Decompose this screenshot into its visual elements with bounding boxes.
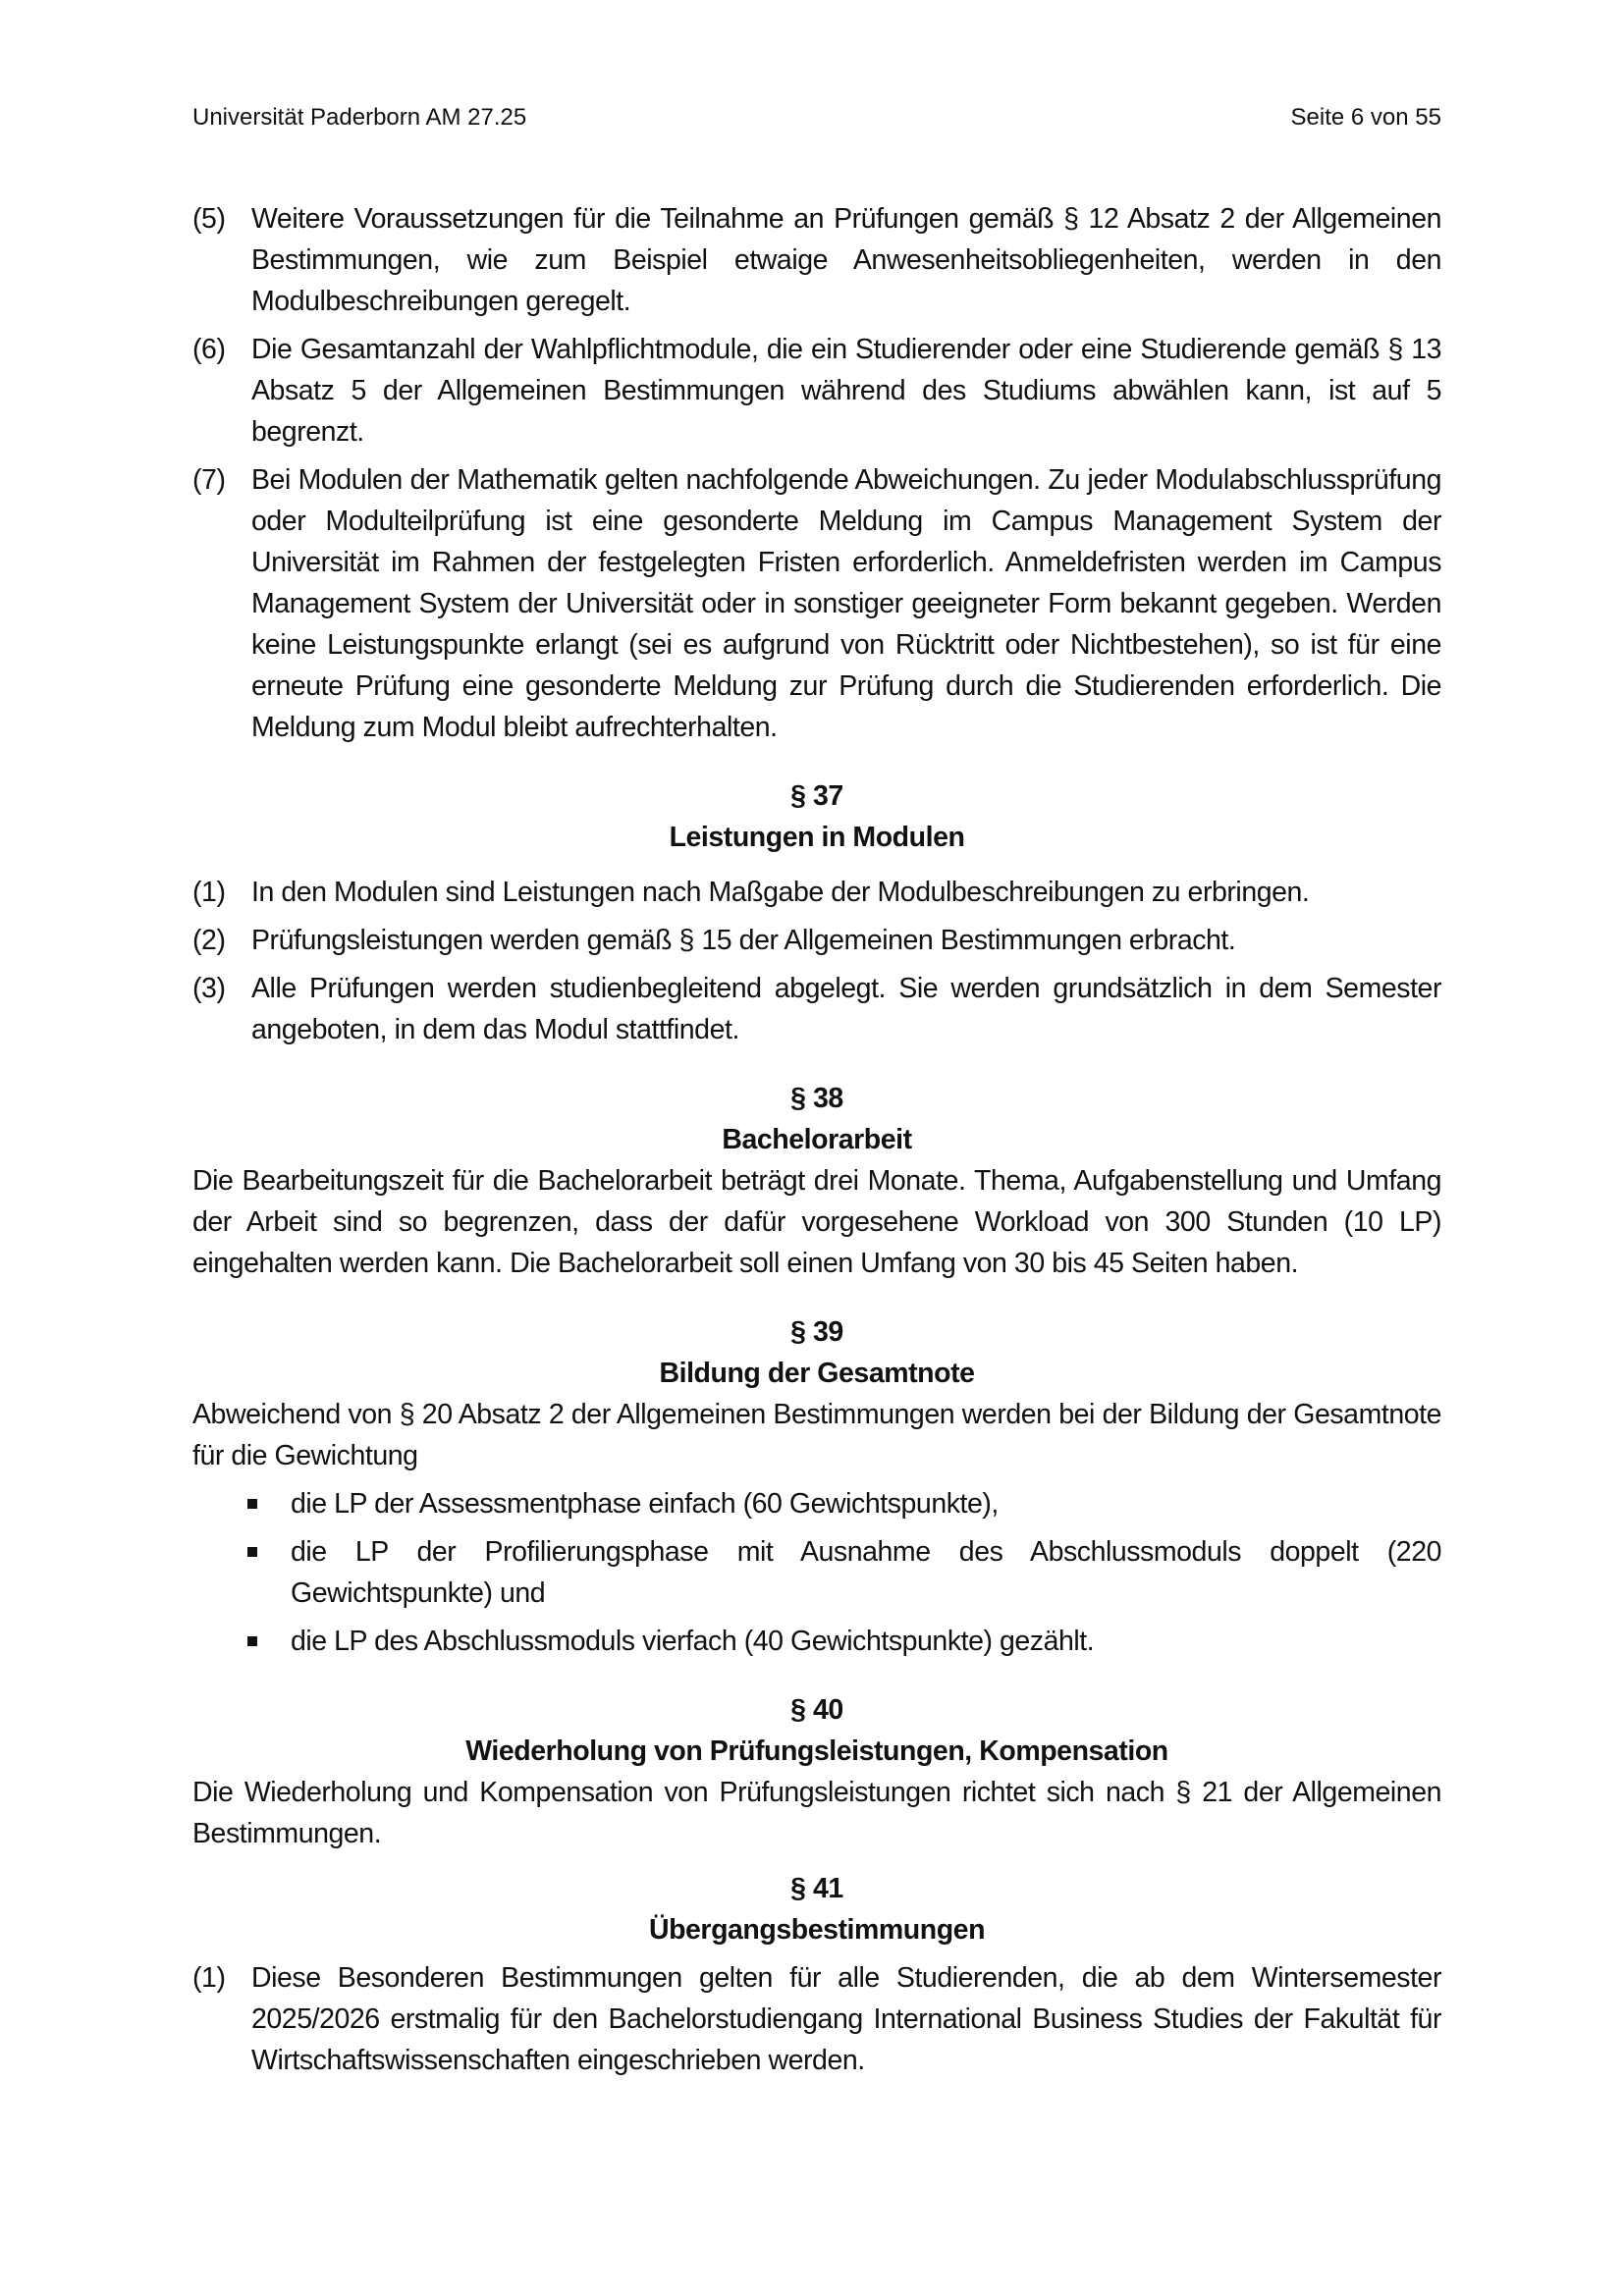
item-text: Die Gesamtanzahl der Wahlpflichtmodule, die ein Studierender oder eine Studierende gemäß § 13 Absatz 5 der Allgemeinen Bestimmungen während des Studiums abwählen kann, ist auf 5 begrenzt.	[251, 334, 1441, 448]
section-number: § 37	[790, 780, 843, 812]
item-number: (7)	[192, 464, 226, 496]
bullet-list	[192, 1483, 1441, 1662]
square-bullet-icon	[192, 1531, 291, 1614]
section-items	[192, 872, 1441, 1050]
page-content	[192, 102, 1441, 2088]
section-41	[192, 1868, 1441, 2081]
item-text: Prüfungsleistungen werden gemäß § 15 der Allgemeinen Bestimmungen erbracht.	[251, 925, 1236, 956]
section-39	[192, 1311, 1441, 1662]
section-title: Wiederholung von Prüfungsleistungen, Kompensation	[465, 1735, 1168, 1767]
list-item	[192, 872, 1441, 913]
section-items	[192, 1957, 1441, 2081]
bullet-text: die LP der Profilierungsphase mit Ausnahme des Abschlussmoduls doppelt (220 Gewichtspunkte) und	[291, 1536, 1441, 1609]
item-number: (2)	[192, 925, 226, 956]
square-bullet-icon	[192, 1483, 291, 1524]
item-text: Bei Modulen der Mathematik gelten nachfolgende Abweichungen. Zu jeder Modulabschlussprüfung oder Modulteilprüfung ist eine gesonderte Meldung im Campus Management System der Universität im Rahmen der festgelegten Fristen erforderlich. Anmeldefristen werden im Campus Management System der Universität oder in sonstiger geeigneter Form bekannt gegeben. Werden keine Leistungspunkte erlangt (sei es aufgrund von Rücktritt oder Nichtbestehen), so ist für eine erneute Prüfung eine gesonderte Meldung zur Prüfung durch die Studierenden erforderlich. Die Meldung zum Modul bleibt aufrechterhalten.	[251, 464, 1441, 743]
list-item	[192, 1957, 1441, 2081]
list-item	[192, 329, 1441, 453]
header-page-number: Seite 6 von 55	[1290, 104, 1441, 131]
item-number: (6)	[192, 334, 226, 365]
item-text: Diese Besonderen Bestimmungen gelten für alle Studierenden, die ab dem Wintersemester 2025/2026 erstmalig für den Bachelorstudiengang International Business Studies der Fakultät für Wirtschaftswissenschaften eingeschrieben werden.	[251, 1962, 1441, 2076]
section-paragraph: Die Bearbeitungszeit für die Bachelorarbeit beträgt drei Monate. Thema, Aufgabenstellung und Umfang der Arbeit sind so begrenzen, dass der dafür vorgesehene Workload von 300 Stunden (10 LP) eingehalten werden kann. Die Bachelorarbeit soll einen Umfang von 30 bis 45 Seiten haben.	[192, 1165, 1441, 1279]
item-text: Weitere Voraussetzungen für die Teilnahme an Prüfungen gemäß § 12 Absatz 2 der Allgemeinen Bestimmungen, wie zum Beispiel etwaige Anwesenheitsobliegenheiten, werden in den Modulbeschreibungen geregelt.	[251, 203, 1441, 317]
section-38	[192, 1078, 1441, 1284]
section-37	[192, 775, 1441, 1050]
section-paragraph: Die Wiederholung und Kompensation von Prüfungsleistungen richtet sich nach § 21 der Allgemeinen Bestimmungen.	[192, 1777, 1441, 1849]
item-number: (1)	[192, 1962, 226, 1994]
bullet-item	[192, 1483, 1441, 1524]
item-number: (3)	[192, 973, 226, 1004]
section-number: § 40	[790, 1694, 843, 1726]
item-text: In den Modulen sind Leistungen nach Maßgabe der Modulbeschreibungen zu erbringen.	[251, 877, 1310, 908]
intro-items	[192, 198, 1441, 748]
section-title: Bachelorarbeit	[722, 1124, 912, 1155]
bullet-text: die LP der Assessmentphase einfach (60 Gewichtspunkte),	[291, 1488, 999, 1520]
list-item	[192, 968, 1441, 1050]
list-item	[192, 459, 1441, 748]
list-item	[192, 198, 1441, 322]
item-text: Alle Prüfungen werden studienbegleitend abgelegt. Sie werden grundsätzlich in dem Semester angeboten, in dem das Modul stattfindet.	[251, 973, 1441, 1045]
square-bullet-icon	[192, 1621, 291, 1662]
bullet-item	[192, 1621, 1441, 1662]
bullet-item	[192, 1531, 1441, 1614]
page-header	[192, 102, 1441, 133]
section-number: § 39	[790, 1316, 843, 1348]
section-title: Leistungen in Modulen	[669, 822, 965, 853]
item-number: (1)	[192, 877, 226, 908]
section-number: § 38	[790, 1083, 843, 1114]
item-number: (5)	[192, 203, 226, 235]
section-title: Übergangsbestimmungen	[648, 1914, 986, 1946]
bullet-text: die LP des Abschlussmoduls vierfach (40 Gewichtspunkte) gezählt.	[291, 1626, 1095, 1657]
section-title: Bildung der Gesamtnote	[659, 1358, 975, 1389]
section-paragraph: Abweichend von § 20 Absatz 2 der Allgemeinen Bestimmungen werden bei der Bildung der Gesamtnote für die Gewichtung	[192, 1399, 1441, 1471]
list-item	[192, 920, 1441, 961]
section-40	[192, 1689, 1441, 1854]
header-document-ref: Universität Paderborn AM 27.25	[192, 104, 527, 131]
section-number: § 41	[790, 1873, 843, 1904]
